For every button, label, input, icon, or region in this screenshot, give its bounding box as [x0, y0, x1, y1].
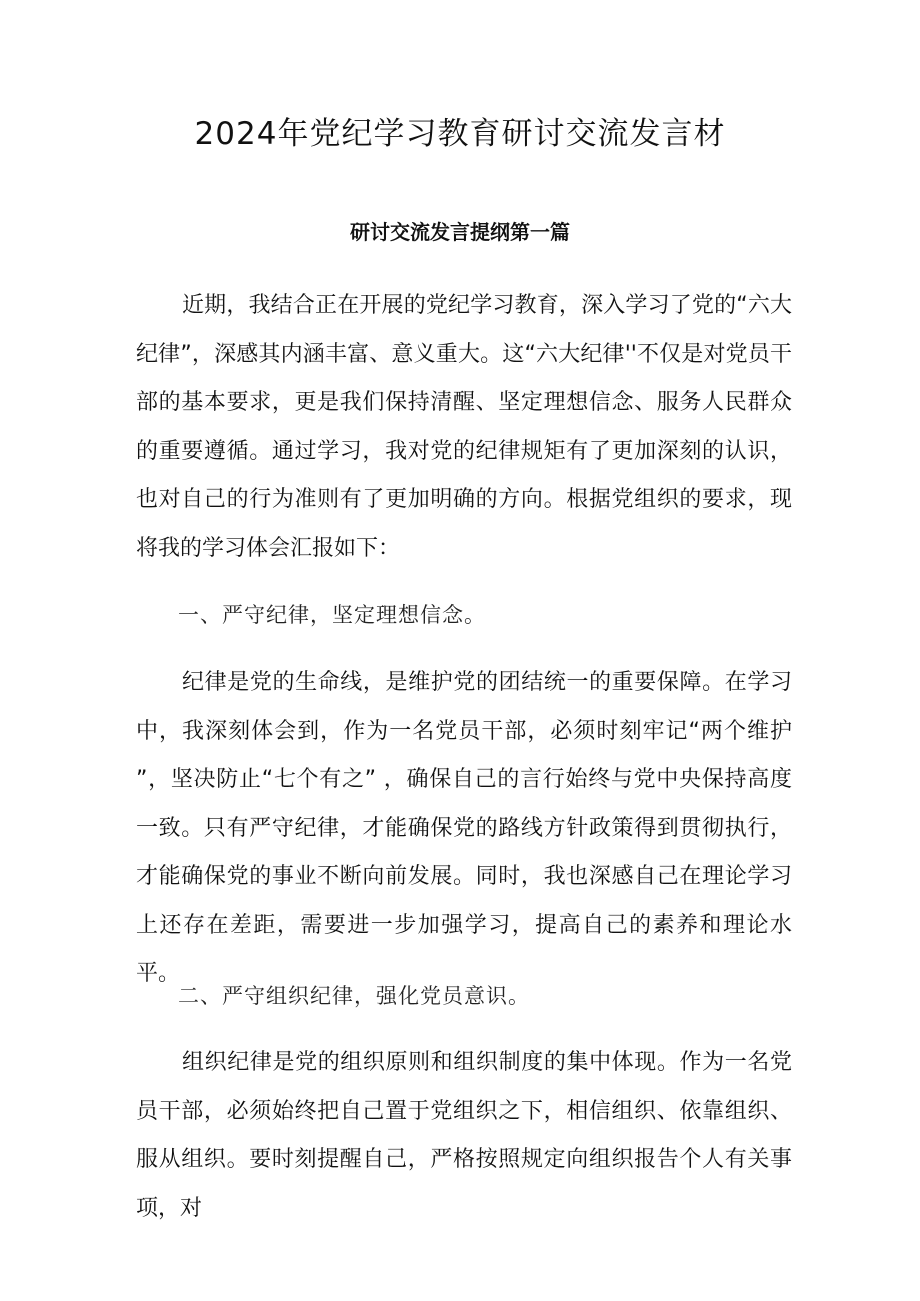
- section-1-heading: 一、严守纪律，坚定理想信念。: [178, 603, 486, 627]
- document-subtitle: 研讨交流发言提纲第一篇: [350, 220, 570, 244]
- section-2-paragraph: 组织纪律是党的组织原则和组织制度的集中体现。作为一名党员干部，必须始终把自己置于党组织之下，相信组织、依靠组织、服从组织。要时刻提醒自己，严格按照规定向组织报告个人有关事项，对: [136, 1050, 792, 1221]
- document-title: 2024年党纪学习教育研讨交流发言材: [194, 116, 726, 152]
- intro-paragraph: 近期，我结合正在开展的党纪学习教育，深入学习了党的“六大纪律”，深感其内涵丰富、意义重大。这“六大纪律''不仅是对党员干部的基本要求，更是我们保持清醒、坚定理想信念、服务人民群众的重要遵循。通过学习，我对党的纪律规矩有了更加深刻的认识，也对自己的行为准则有了更加明确的方向。根据党组织的要求，现将我的学习体会汇报如下：: [136, 293, 792, 561]
- section-1-paragraph: 纪律是党的生命线，是维护党的团结统一的重要保障。在学习中，我深刻体会到，作为一名党员干部，必须时刻牢记“两个维护 ”，坚决防止“七个有之” ，确保自己的言行始终与党中央保持高度一致。只有严守纪律，才能确保党的路线方针政策得到贯彻执行，才能确保党的事业不断向前发展。同时，我也深感自己在理论学习上还存在差距，需要进一步加强学习，提高自己的素养和理论水平。: [136, 670, 792, 986]
- section-2-heading: 二、严守组织纪律，强化党员意识。: [178, 984, 530, 1008]
